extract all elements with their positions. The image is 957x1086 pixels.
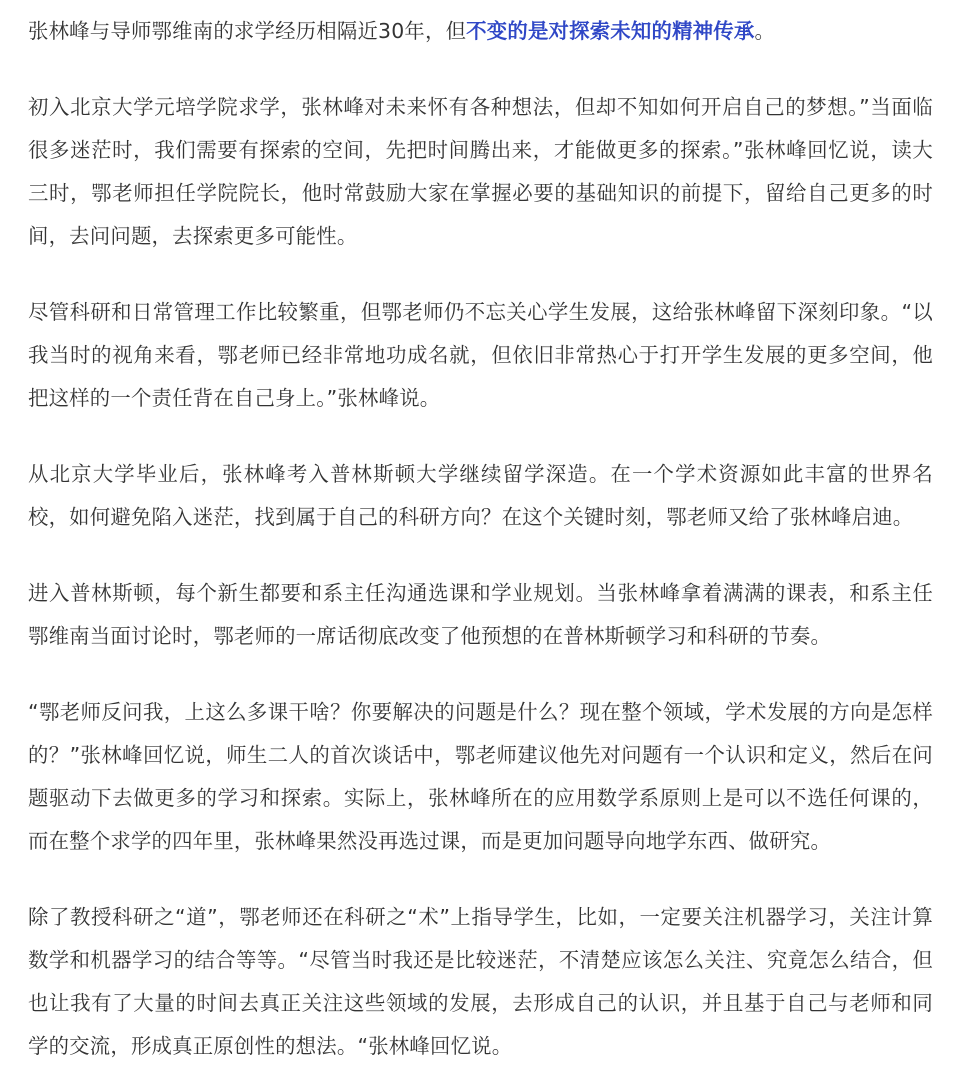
paragraph-spacer: [28, 258, 933, 291]
article-body: [28, 10, 933, 1068]
paragraph-spacer: [28, 53, 933, 86]
intro-highlight-text: 不变的是对探索未知的精神传承: [466, 19, 755, 43]
intro-paragraph: [28, 10, 933, 53]
paragraph-spacer: [28, 420, 933, 453]
paragraph-spacer: [28, 863, 933, 896]
paragraph-1: 初入北京大学元培学院求学，张林峰对未来怀有各种想法，但却不知如何开启自己的梦想。”当面临很多迷茫时，我们需要有探索的空间，先把时间腾出来，才能做更多的探索。”张林峰回忆说，读大三时，鄂老师担任学院院长，他时常鼓励大家在掌握必要的基础知识的前提下，留给自己更多的时间，去问问题，去探索更多可能性。: [28, 95, 933, 248]
paragraph-6: 除了教授科研之“道”，鄂老师还在科研之“术”上指导学生，比如，一定要关注机器学习，关注计算数学和机器学习的结合等等。“尽管当时我还是比较迷茫，不清楚应该怎么关注、究竟怎么结合，但也让我有了大量的时间去真正关注这些领域的发展，去形成自己的认识，并且基于自己与老师和同学的交流，形成真正原创性的想法。“张林峰回忆说。: [28, 905, 933, 1058]
paragraph-4: 进入普林斯顿，每个新生都要和系主任沟通选课和学业规划。当张林峰拿着满满的课表，和系主任鄂维南当面讨论时，鄂老师的一席话彻底改变了他预想的在普林斯顿学习和科研的节奏。: [28, 581, 933, 648]
intro-lead-text: 张林峰与导师鄂维南的求学经历相隔近30年，但: [28, 19, 467, 43]
paragraph-spacer: [28, 539, 933, 572]
paragraph-3: 从北京大学毕业后，张林峰考入普林斯顿大学继续留学深造。在一个学术资源如此丰富的世界名校，如何避免陷入迷茫，找到属于自己的科研方向？在这个关键时刻，鄂老师又给了张林峰启迪。: [28, 462, 933, 529]
paragraph-2: 尽管科研和日常管理工作比较繁重，但鄂老师仍不忘关心学生发展，这给张林峰留下深刻印象。“以我当时的视角来看，鄂老师已经非常地功成名就，但依旧非常热心于打开学生发展的更多空间，他把这样的一个责任背在自己身上。”张林峰说。: [28, 300, 933, 410]
paragraph-spacer: [28, 658, 933, 691]
intro-tail-text: 。: [754, 19, 776, 43]
paragraph-5: “鄂老师反问我，上这么多课干啥？你要解决的问题是什么？现在整个领域，学术发展的方向是怎样的？”张林峰回忆说，师生二人的首次谈话中，鄂老师建议他先对问题有一个认识和定义，然后在问题驱动下去做更多的学习和探索。实际上，张林峰所在的应用数学系原则上是可以不选任何课的，而在整个求学的四年里，张林峰果然没再选过课，而是更加问题导向地学东西、做研究。: [28, 700, 933, 853]
